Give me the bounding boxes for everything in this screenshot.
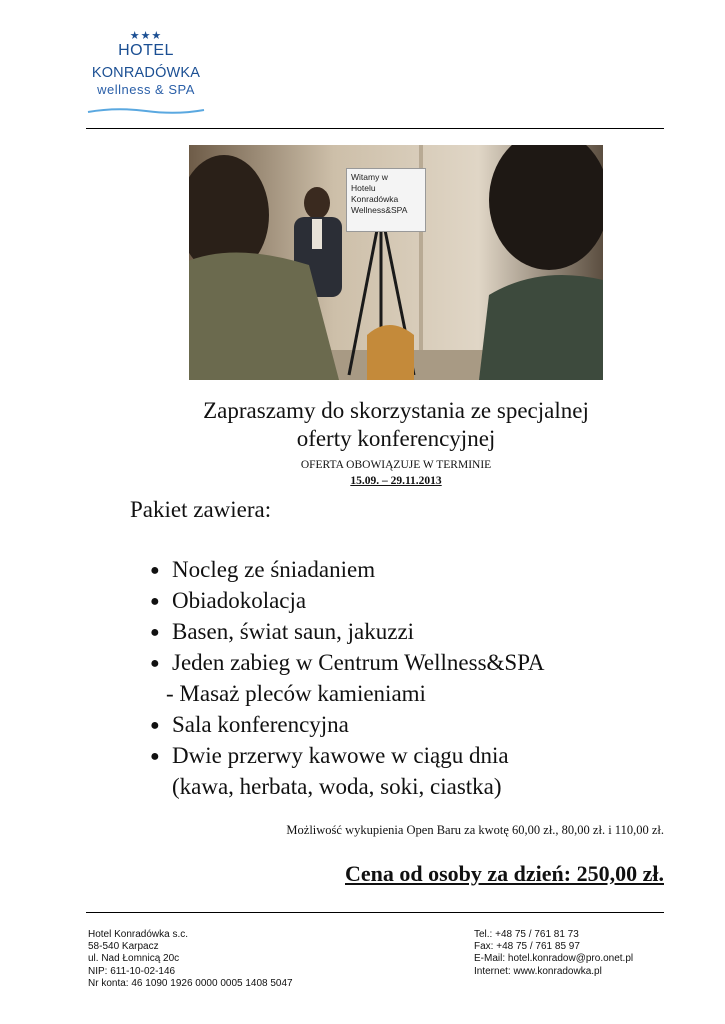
footer-line: 58-540 Karpacz [88,941,159,953]
sign-line: Wellness&SPA [351,205,408,215]
logo-wave-icon [86,106,206,116]
footer-line: NIP: 611-10-02-146 [88,965,176,977]
list-item-label: Dwie przerwy kawowe w ciągu dnia [172,743,509,768]
footer-line: E-Mail: hotel.konradow@pro.onet.pl [474,953,634,965]
footer-line: Hotel Konradówka s.c. [88,929,189,940]
footer-contact-info [474,929,633,978]
bullet-icon: ● [150,562,160,579]
offer-title-line1: Zapraszamy do skorzystania ze specjalnej [203,398,589,423]
open-bar-note: Możliwość wykupienia Open Baru za kwotę 60,00 zł., 80,00 zł. i 110,00 zł. [286,823,664,837]
list-item [150,649,545,678]
footer-line: Fax: +48 75 / 761 85 97 [474,941,580,953]
offer-title-line2: oferty konferencyjnej [296,426,496,451]
footer-line: Internet: www.konradowka.pl [474,965,602,977]
footer-line: Tel.: +48 75 / 761 81 73 [474,929,579,940]
footer-line: Nr konta: 46 1090 1926 0000 0005 1408 5047 [88,977,293,989]
logo-subtitle: wellness & SPA [97,82,195,97]
bullet-icon: ● [150,593,160,610]
package-heading: Pakiet zawiera: [130,497,272,522]
logo-hotel-name: KONRADÓWKA [91,65,201,81]
list-item [150,587,306,616]
offer-dates: 15.09. – 29.11.2013 [350,475,442,487]
header-divider [86,128,664,129]
sign-line: Hotelu [351,183,376,193]
list-item-label: Jeden zabieg w Centrum Wellness&SPA [172,650,545,675]
list-item [150,556,375,585]
sign-line: Witamy w [351,172,388,182]
bullet-icon: ● [150,717,160,734]
bullet-icon: ● [150,748,160,765]
logo-stars: ★★★ [129,29,163,42]
list-item-note: - Masaż pleców kamieniami [166,681,426,706]
footer-line: ul. Nad Łomnicą 20c [88,953,180,965]
bullet-icon: ● [150,655,160,672]
list-item-note: (kawa, herbata, woda, soki, ciastka) [172,774,502,799]
hotel-logo [86,30,206,116]
list-item-label: Sala konferencyjna [172,712,349,737]
list-item-label: Obiadokolacja [172,588,307,613]
list-item-label: Basen, świat saun, jakuzzi [172,619,415,644]
list-item-label: Nocleg ze śniadaniem [172,557,376,582]
footer-company-info [88,929,293,990]
list-item [150,618,414,647]
list-item [150,742,509,771]
list-item [150,711,349,740]
sign-line: Konradówka [351,194,399,204]
welcome-sign [346,168,426,232]
price: Cena od osoby za dzień: 250,00 zł. [345,861,664,886]
offer-validity: OFERTA OBOWIĄZUJE W TERMINIE [300,459,492,471]
logo-hotel-word: HOTEL [118,42,174,59]
footer-divider [86,912,664,913]
bullet-icon: ● [150,624,160,641]
